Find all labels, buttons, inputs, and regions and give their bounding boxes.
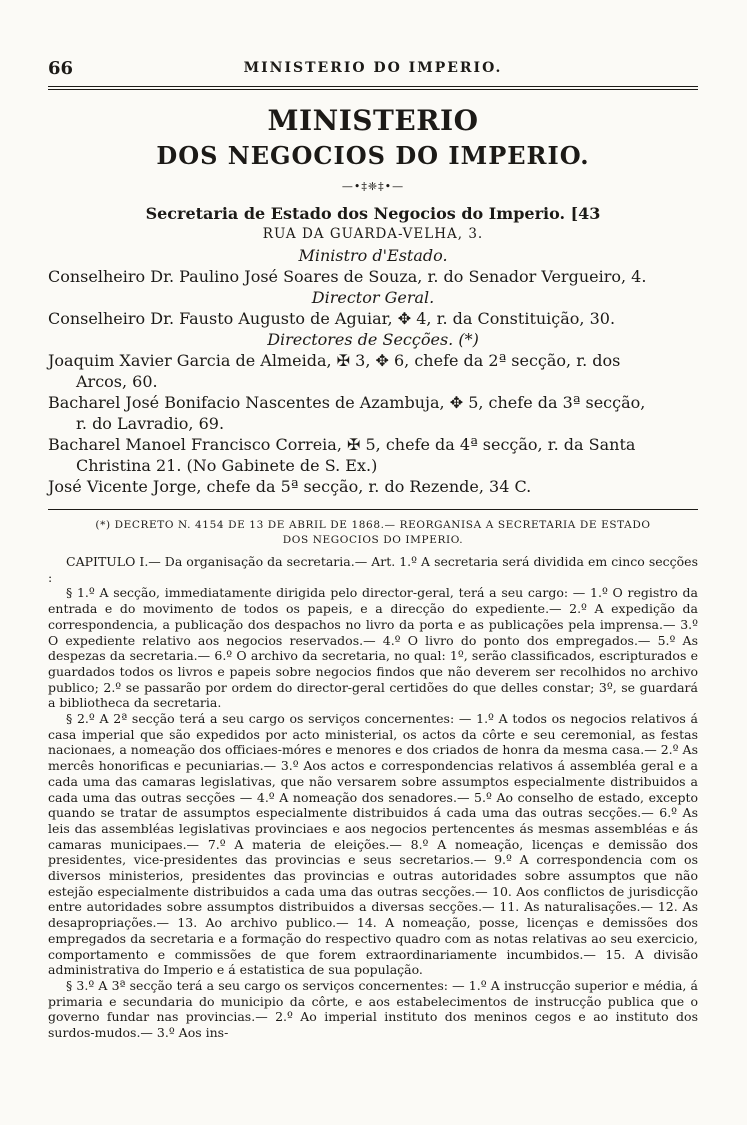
footnote-paragraph: § 1.º A secção, immediatamente dirigida pelo director-geral, terá a seu cargo: — 1.º O registro da entrada e do movimento de todos os papeis, e a direcção do expediente.— 2.º A expedição da correspondencia, a publicação dos despachos no livro da porta e as publicações pela imprensa.— 3.º O expediente relativo aos negocios reservados.— 4.º O livro do ponto dos empregados.— 5.º As despezas da secretaria.— 6.º O archivo da secretaria, no qual: 1º, serão classificados, escripturados e guardados todos os livros e papeis sobre negocios findos que não deverem ser recolhidos no archivo publico; 2.º se passarão por ordem do director-geral certidões do que delles constar; 3º, se guardará a bibliotheca da secretaria. bbox=[48, 585, 698, 711]
secretaria-address: RUA DA GUARDA-VELHA, 3. bbox=[262, 226, 484, 242]
role-minister: Ministro d'Estado. bbox=[298, 246, 448, 265]
ministry-subtitle: DOS NEGOCIOS DO IMPERIO. bbox=[156, 141, 590, 170]
official-entry-cont: r. do Lavradio, 69. bbox=[76, 414, 225, 433]
official-entry-cont: Christina 21. (No Gabinete de S. Ex.) bbox=[76, 456, 378, 475]
footnote-paragraph: § 2.º A 2ª secção terá a seu cargo os serviços concernentes: — 1.º A todos os negocios relativos á casa imperial que são expedidos por acto ministerial, os actos da côrte e seu ceremonial, as festas nacionaes, a nomeação dos officiaes-móres e menores e dos criados de honra da mesma casa.— 2.º As mercês honorificas e pecuniarias.— 3.º Aos actos e correspondencias relativos á assembléa geral e a cada uma das camaras legislativas, que não versarem sobre assumptos especialmente distribuidos a cada uma das outras secções — 4.º A nomeação dos senadores.— 5.º Ao conselho de estado, excepto quando se tratar de assumptos especialmente distribuidos á cada uma das outras secções.— 6.º As leis das assembléas legislativas provinciaes e aos negocios pertencentes ás mesmas assembléas e ás camaras municipaes.— 7.º A materia de eleições.— 8.º A nomeação, licenças e demissão dos presidentes, vice-presidentes das provincias e seus secretarios.— 9.º A correspondencia com os diversos ministerios, presidentes das provincias e outras autoridades sobre assumptos que não estejão especialmente distribuidos a cada uma das outras secções.— 10. Aos conflictos de jurisdicção entre autoridades sobre assumptos distribuidos a diversas secções.— 11. As naturalisações.— 12. As desapropriações.— 13. Ao archivo publico.— 14. A nomeação, posse, licenças e demissões dos empregados da secretaria e a formação do respectivo quadro com as notas relativas ao seu exercicio, comportamento e commissões de que forem extraordinariamente incumbidos.— 15. A divisão administrativa do Imperio e á estatistica de sua população. bbox=[48, 711, 698, 978]
footnote-heading bbox=[48, 518, 698, 548]
running-header bbox=[48, 58, 698, 80]
footnote-heading-line1: (*) DECRETO N. 4154 DE 13 DE ABRIL DE 1868.— REORGANISA A SECRETARIA DE ESTADO bbox=[95, 519, 651, 531]
role-director-geral: Director Geral. bbox=[311, 288, 435, 307]
footnote-paragraph: § 3.º A 3ª secção terá a seu cargo os serviços concernentes: — 1.º A instrucção superior e média, á primaria e secundaria do municipio da côrte, e aos estabelecimentos de instrucção publica que o governo fundar nas provincias.— 2.º Ao imperial instituto dos meninos cegos e ao instituto dos surdos-mudos.— 3.º Aos ins- bbox=[48, 977, 698, 1041]
ministry-title: MINISTERIO bbox=[267, 104, 479, 137]
official-entry: Bacharel José Bonifacio Nascentes de Azambuja, ✥ 5, chefe da 3ª secção, bbox=[48, 393, 646, 412]
page-number: 66 bbox=[48, 58, 74, 79]
role-directores: Directores de Secções. (*) bbox=[267, 330, 479, 349]
running-title: MINISTERIO DO IMPERIO. bbox=[243, 60, 503, 76]
official-entry: Joaquim Xavier Garcia de Almeida, ✠ 3, ✥ 6, chefe da 2ª secção, r. dos bbox=[48, 351, 621, 370]
header-rule bbox=[48, 86, 698, 90]
page bbox=[48, 58, 698, 1041]
ornament-divider: —•‡❈‡•— bbox=[341, 180, 405, 193]
official-entry-cont: Arcos, 60. bbox=[76, 372, 158, 391]
official-entry: José Vicente Jorge, chefe da 5ª secção, r. do Rezende, 34 C. bbox=[48, 477, 532, 496]
footnote-body bbox=[48, 554, 698, 1041]
official-entry: Conselheiro Dr. Fausto Augusto de Aguiar, ✥ 4, r. da Constituição, 30. bbox=[48, 309, 616, 328]
secretaria-heading: Secretaria de Estado dos Negocios do Imperio. [43 bbox=[145, 204, 601, 223]
footnote-rule bbox=[48, 509, 698, 510]
footnote-heading-line2: DOS NEGOCIOS DO IMPERIO. bbox=[282, 534, 464, 546]
official-entry: Conselheiro Dr. Paulino José Soares de Souza, r. do Senador Vergueiro, 4. bbox=[48, 267, 647, 286]
official-entry: Bacharel Manoel Francisco Correia, ✠ 5, chefe da 4ª secção, r. da Santa bbox=[48, 435, 636, 454]
footnote-paragraph: CAPITULO I.— Da organisação da secretaria.— Art. 1.º A secretaria será dividida em cinco secções : bbox=[48, 554, 698, 585]
